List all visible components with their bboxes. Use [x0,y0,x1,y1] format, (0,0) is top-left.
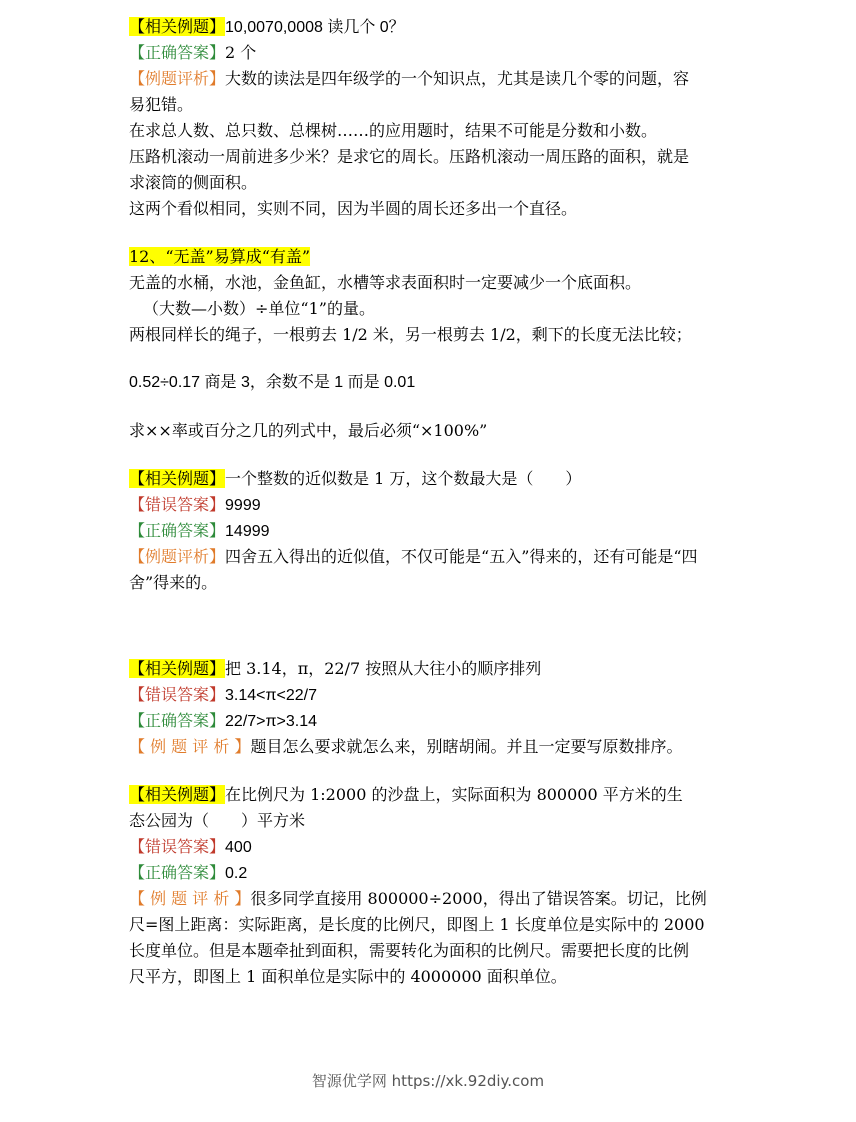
wrong-answer-4 [129,834,729,860]
wrong-answer-2 [129,492,729,518]
answer-text: 3.14<π<22/7 [225,687,318,704]
formula-text: （大数—小数）÷单位“1”的量。 [143,299,375,318]
paragraph: 在求总人数、总只数、总棵树……的应用题时，结果不可能是分数和小数。 [129,121,658,140]
tag-analysis: 【例题评析】 [129,69,226,88]
answer-text: 9999 [225,497,261,514]
paragraph: 求××率或百分之几的列式中，最后必须“×100%” [129,421,488,440]
correct-answer-2 [129,518,729,544]
paragraph [129,296,729,322]
paragraph: 两根同样长的绳子，一根剪去 1/2 米，另一根剪去 1/2，剩下的长度无法比较； [129,325,692,344]
answer-text: 22/7>π>3.14 [225,713,318,730]
paragraph: 0.52÷0.17 商是 3，余数不是 1 而是 0.01 [129,374,416,391]
wrong-answer-3 [129,682,729,708]
analysis-1 [129,66,729,92]
tag-correct-answer: 【正确答案】 [129,711,226,730]
analysis-2-cont: 舍”得来的。 [129,573,218,592]
answer-text: 400 [225,839,252,856]
tag-analysis: 【 例 题 评 析 】 [129,889,251,908]
analysis-1-cont: 易犯错。 [129,95,194,114]
correct-answer-1 [129,40,729,66]
tag-related-example: 【相关例题】 [129,17,226,36]
tag-analysis: 【例题评析】 [129,547,226,566]
answer-text: 2 个 [225,43,257,62]
correct-answer-3 [129,708,729,734]
answer-text: 14999 [225,523,270,540]
tag-wrong-answer: 【错误答案】 [129,495,226,514]
tag-analysis: 【 例 题 评 析 】 [129,737,251,756]
analysis-4-cont: 尺平方，即图上 1 面积单位是实际中的 4000000 面积单位。 [129,967,567,986]
analysis-text: 四舍五入得出的近似值，不仅可能是“五入”得来的，还有可能是“四 [225,547,698,566]
answer-text: 0.2 [225,865,248,882]
analysis-3 [129,734,729,760]
analysis-2 [129,544,729,570]
tag-correct-answer: 【正确答案】 [129,43,226,62]
question-text: 10,0070,0008 读几个 0？ [225,19,405,36]
example-question-2 [129,466,729,492]
tag-related-example: 【相关例题】 [129,659,226,678]
analysis-text: 大数的读法是四年级学的一个知识点，尤其是读几个零的问题，容 [225,69,690,88]
analysis-text: 题目怎么要求就怎么来，别瞎胡闹。并且一定要写原数排序。 [250,737,683,756]
example-question-3 [129,656,729,682]
tag-wrong-answer: 【错误答案】 [129,837,226,856]
tag-correct-answer: 【正确答案】 [129,521,226,540]
example-question-1 [129,14,729,40]
section-heading [129,244,729,270]
paragraph: 压路机滚动一周前进多少米？是求它的周长。压路机滚动一周压路的面积，就是 [129,147,690,166]
analysis-4-cont: 长度单位。但是本题牵扯到面积，需要转化为面积的比例尺。需要把长度的比例 [129,941,690,960]
question-text-cont: 态公园为（ ）平方米 [129,811,306,830]
analysis-4-cont: 尺=图上距离：实际距离，是长度的比例尺，即图上 1 长度单位是实际中的 2000 [129,915,705,934]
question-text: 一个整数的近似数是 1 万，这个数最大是（ ） [225,469,582,488]
question-text: 在比例尺为 1:2000 的沙盘上，实际面积为 800000 平方米的生 [225,785,683,804]
paragraph: 无盖的水桶，水池，金鱼缸，水槽等求表面积时一定要减少一个底面积。 [129,273,642,292]
tag-related-example: 【相关例题】 [129,785,226,804]
analysis-4 [129,886,729,912]
correct-answer-4 [129,860,729,886]
analysis-text: 很多同学直接用 800000÷2000，得出了错误答案。切记，比例 [250,889,707,908]
paragraph: 这两个看似相同，实则不同，因为半圆的周长还多出一个直径。 [129,199,578,218]
section-title: 12、“无盖”易算成“有盖” [129,247,311,266]
paragraph-cont: 求滚筒的侧面积。 [129,173,258,192]
document-page [129,14,729,990]
footer-watermark: 智源优学网 https://xk.92diy.com [311,1072,545,1090]
tag-related-example: 【相关例题】 [129,469,226,488]
tag-wrong-answer: 【错误答案】 [129,685,226,704]
tag-correct-answer: 【正确答案】 [129,863,226,882]
question-text: 把 3.14，π，22/7 按照从大往小的顺序排列 [225,659,542,678]
example-question-4 [129,782,729,808]
